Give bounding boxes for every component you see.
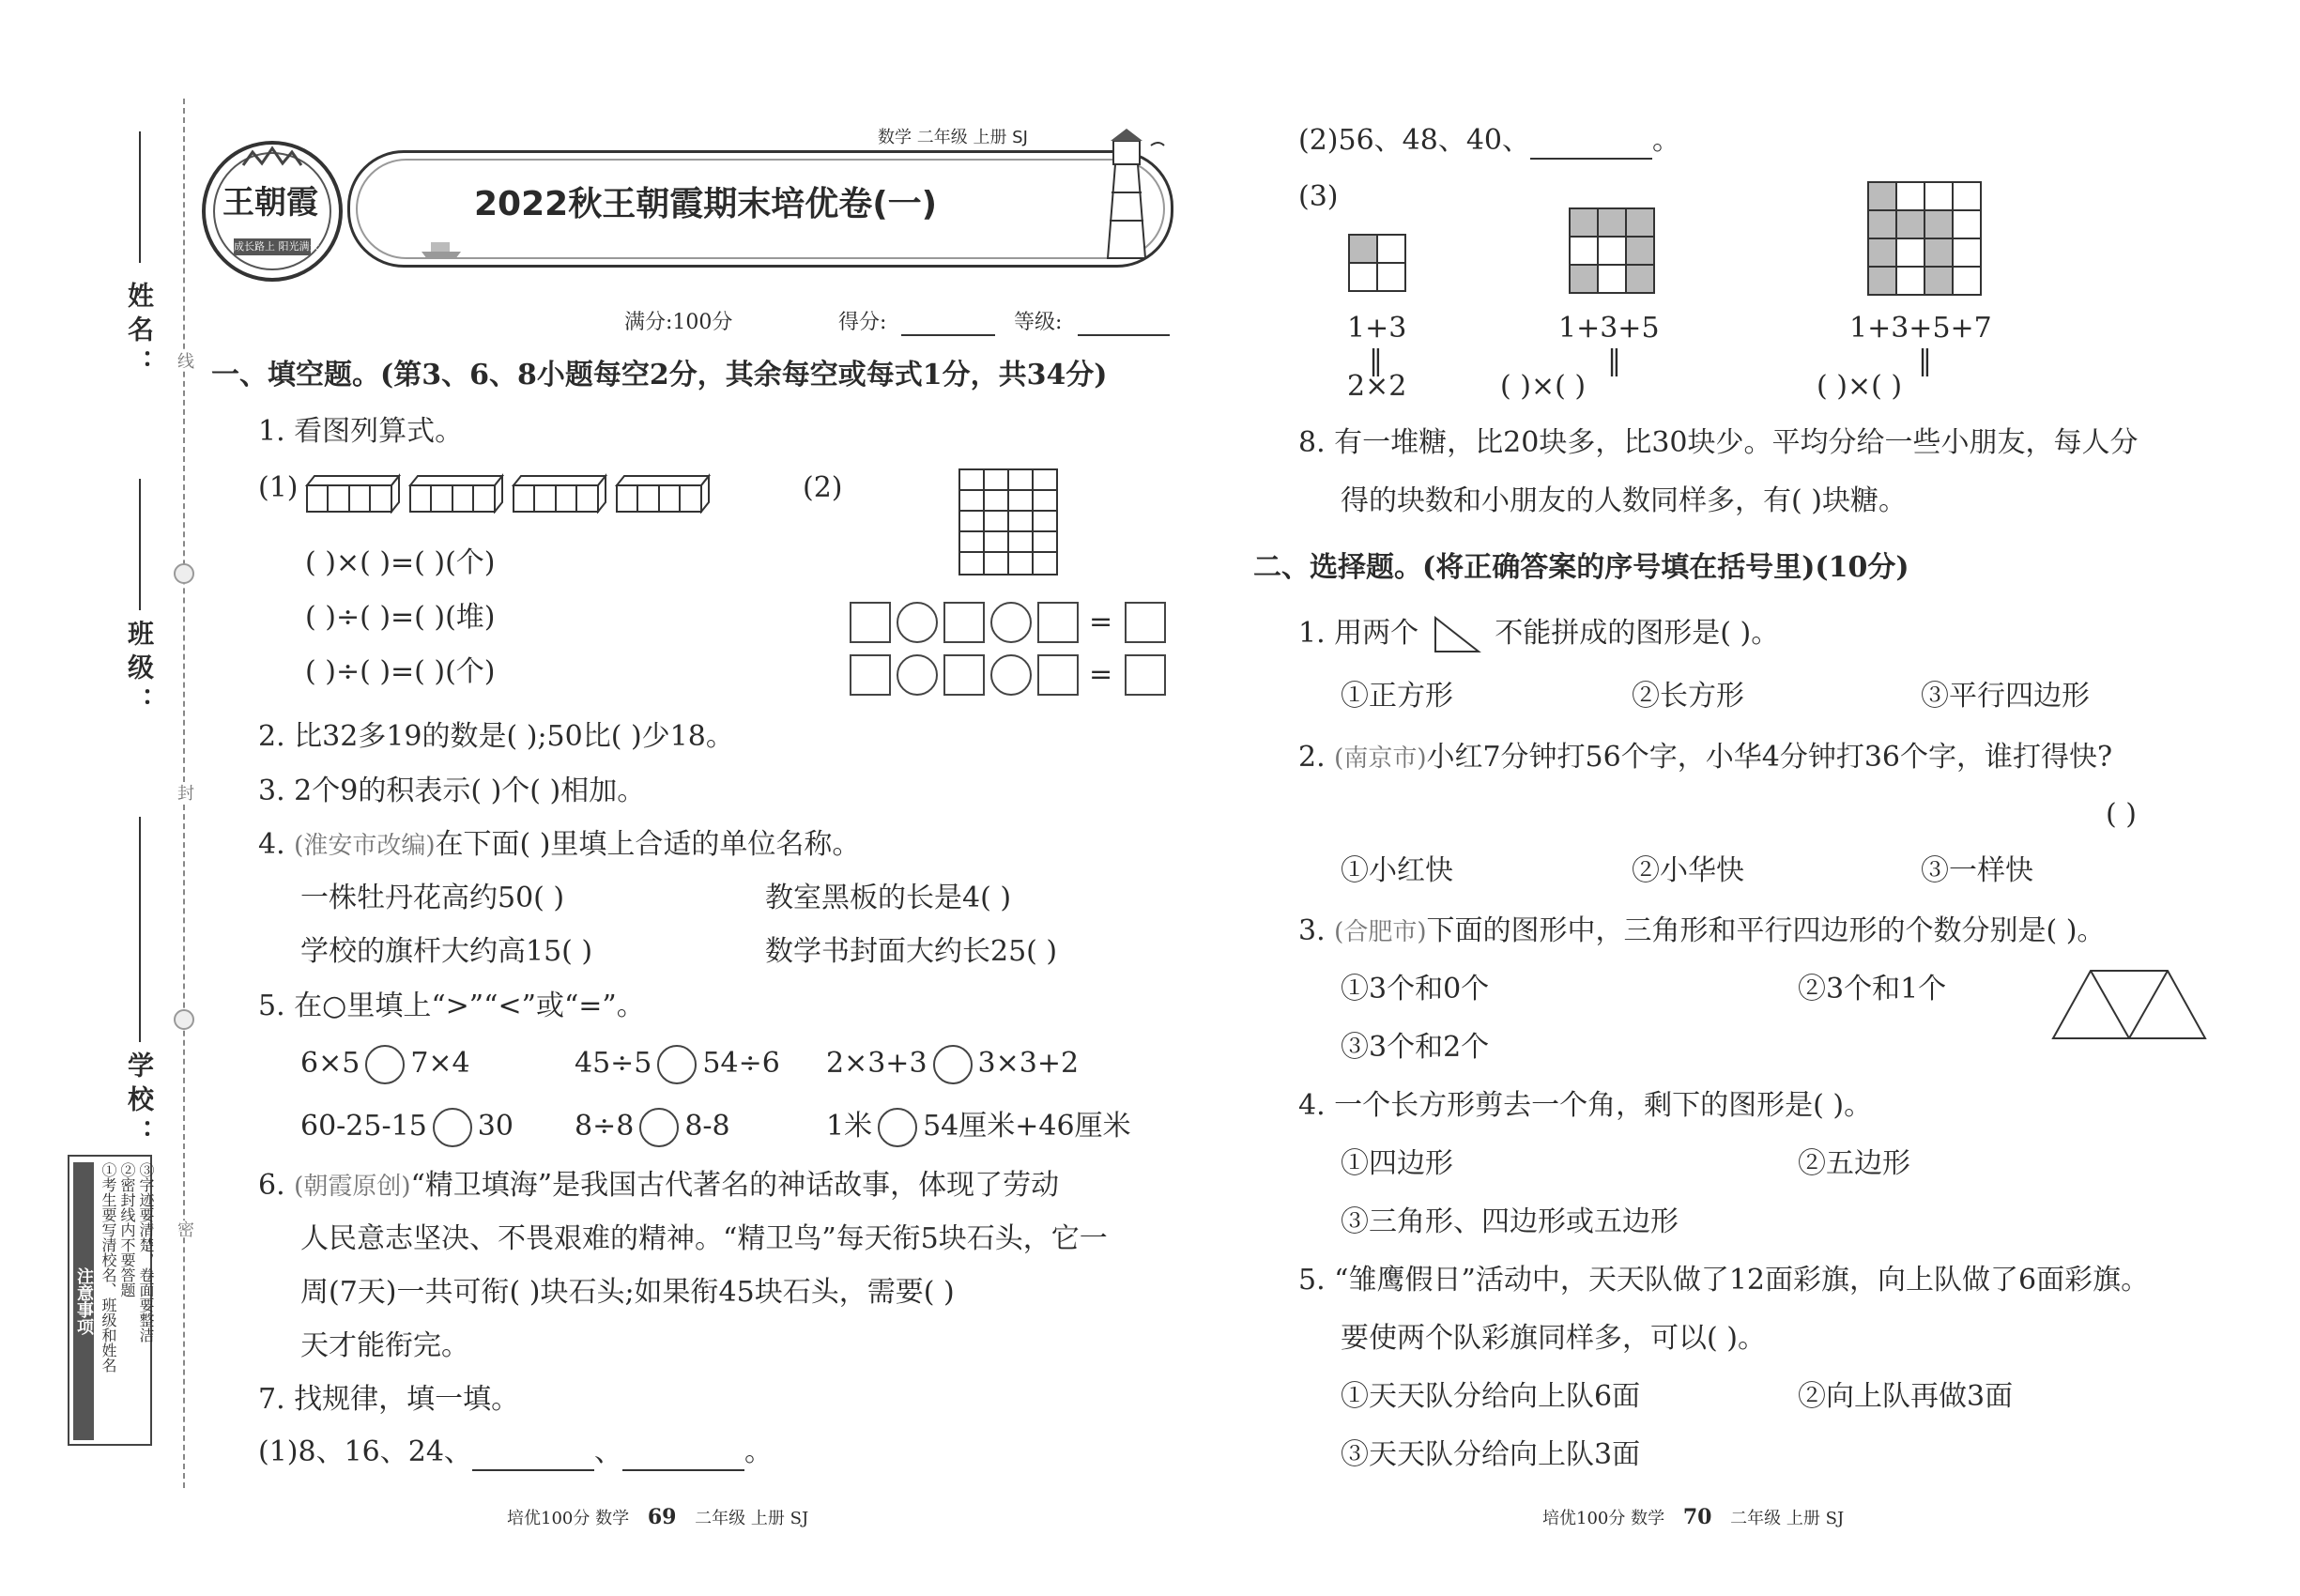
triangle-figure: [2051, 967, 2207, 1042]
q7-part-1: (1)8、16、24、 、 。: [258, 1434, 773, 1471]
operator-circle[interactable]: [990, 654, 1032, 696]
cube-stack-figure: [305, 472, 728, 514]
pattern-product-3: ( )×( ): [1817, 370, 1903, 403]
pattern-product-1: 2×2: [1347, 370, 1407, 403]
choice-5-line-1: 5. “雏鹰假日”活动中，天天队做了12面彩旗，向上队做了6面彩旗。: [1298, 1264, 2150, 1297]
lighthouse-icon: [1080, 127, 1169, 263]
equals-vertical: ‖: [1918, 345, 1932, 377]
notice-item: ③字迹要清楚，卷面要整洁: [137, 1162, 155, 1343]
answer-blank[interactable]: [1530, 130, 1652, 160]
notice-box: [68, 1155, 155, 1446]
question-6-line-3: 周(7天)一共可衔( )块石头;如果衔45块石头，需要( ): [300, 1276, 955, 1309]
answer-box[interactable]: [943, 602, 985, 643]
choice-5-line-2: 要使两个队彩旗同样多，可以( )。: [1341, 1322, 1766, 1355]
choice-3: 3. (合肥市)下面的图形中，三角形和平行四边形的个数分别是( )。: [1298, 914, 2106, 947]
choice-2: 2. (南京市)小红7分钟打56个字，小华4分钟打36个字，谁打得快?: [1298, 741, 2113, 774]
binding-hole: [174, 563, 194, 584]
choice-2-option-3[interactable]: ③一样快: [1921, 854, 2033, 887]
logo-text: 王朝霞: [222, 184, 318, 222]
answer-box[interactable]: [1125, 602, 1166, 643]
operator-circle[interactable]: [990, 602, 1032, 643]
source-tag: (淮安市改编): [294, 832, 436, 860]
choice-4-option-2[interactable]: ②五边形: [1798, 1147, 1910, 1180]
q1-equation-3: ( )÷( )=( )(个): [305, 655, 496, 688]
full-score: 满分:100分: [624, 311, 733, 334]
q1-equation-2: ( )÷( )=( )(堆): [305, 601, 496, 634]
page-number-left: 69: [647, 1505, 677, 1529]
question-6-line-2: 人民意志坚决、不畏艰难的精神。“精卫鸟”每天衔5块石头，它一: [300, 1222, 1108, 1255]
right-triangle-icon: [1432, 616, 1482, 653]
equals-vertical: ‖: [1607, 345, 1621, 377]
answer-blank[interactable]: [622, 1441, 744, 1471]
question-8-line-2: 得的块数和小朋友的人数同样多，有( )块糖。: [1341, 484, 1907, 517]
grade-label: 等级:: [1014, 311, 1063, 334]
class-label: 班级：: [124, 620, 155, 721]
choice-5-option-1[interactable]: ①天天队分给向上队6面: [1341, 1380, 1641, 1413]
question-3: 3. 2个9的积表示( )个( )相加。: [258, 775, 646, 807]
source-tag: (南京市): [1334, 744, 1427, 773]
class-line: [139, 479, 141, 610]
square-grid-3x3: [1568, 207, 1656, 295]
answer-box[interactable]: [850, 654, 891, 696]
answer-box[interactable]: [1037, 602, 1079, 643]
pattern-sum-2: 1+3+5: [1558, 312, 1660, 345]
q4-item-d: 数学书封面大约长25( ): [765, 935, 1058, 968]
choice-3-option-3[interactable]: ③3个和2个: [1341, 1031, 1490, 1064]
choice-5-option-3[interactable]: ③天天队分给向上队3面: [1341, 1438, 1641, 1471]
pattern-product-2: ( )×( ): [1500, 370, 1587, 403]
compare-circle[interactable]: [433, 1108, 472, 1147]
question-6-line-1: 6. (朝霞原创)“精卫填海”是我国古代著名的神话故事，体现了劳动: [258, 1169, 1060, 1202]
score-label: 得分:: [838, 311, 887, 334]
answer-blank[interactable]: [472, 1441, 594, 1471]
choice-5-option-2[interactable]: ②向上队再做3面: [1798, 1380, 2014, 1413]
q1-part1-label: (1): [258, 471, 299, 504]
q4-item-a: 一株牡丹花高约50( ): [300, 882, 565, 914]
name-line: [139, 131, 141, 263]
question-7: 7. 找规律，填一填。: [258, 1383, 520, 1416]
question-8-line-1: 8. 有一堆糖，比20块多，比30块少。平均分给一些小朋友，每人分: [1298, 426, 2139, 459]
square-grid-2x2: [1347, 233, 1407, 293]
choice-2-answer[interactable]: ( ): [2106, 798, 2137, 831]
q1-equation-1: ( )×( )=( )(个): [305, 546, 496, 579]
name-label: 姓名：: [124, 282, 155, 383]
answer-box[interactable]: [1037, 654, 1079, 696]
school-line: [139, 817, 141, 1042]
choice-3-option-2[interactable]: ②3个和1个: [1798, 973, 1947, 1005]
question-1-title: 1. 看图列算式。: [258, 415, 464, 448]
footer-left: 培优100分 数学 69 二年级 上册 SJ: [507, 1505, 809, 1529]
equals-sign: =: [1089, 658, 1113, 691]
operator-circle[interactable]: [897, 602, 938, 643]
cut-mark-feng: 封: [175, 784, 194, 801]
choice-1-option-1[interactable]: ①正方形: [1341, 680, 1453, 713]
compare-item: 6×5 7×4: [300, 1045, 470, 1084]
school-label: 学校：: [124, 1051, 155, 1153]
compare-circle[interactable]: [657, 1045, 697, 1084]
q4-item-c: 学校的旗杆大约高15( ): [300, 935, 593, 968]
logo-tagline: 成长路上 阳光满天: [234, 240, 320, 253]
choice-1: 1. 用两个 不能拼成的图形是( )。: [1298, 615, 1779, 653]
compare-item: 8÷8 8-8: [575, 1108, 730, 1147]
square-grid-4x4: [1866, 180, 1983, 297]
q7-part-2: (2)56、48、40、 。: [1298, 122, 1680, 160]
source-tag: (朝霞原创): [294, 1173, 411, 1201]
question-2: 2. 比32多19的数是( );50比( )少18。: [258, 720, 734, 753]
compare-circle[interactable]: [639, 1108, 679, 1147]
question-6-line-4: 天才能衔完。: [300, 1329, 469, 1362]
source-tag: (合肥市): [1334, 918, 1427, 946]
section-title-choice: 二、选择题。(将正确答案的序号填在括号里)(10分): [1253, 551, 1909, 584]
score-field[interactable]: [901, 312, 995, 336]
q1-part2-label: (2): [803, 471, 843, 504]
q7-part-3-label: (3): [1298, 180, 1339, 213]
notice-item: ①考生要写清校名、班级和姓名: [100, 1162, 117, 1373]
answer-box[interactable]: [850, 602, 891, 643]
cut-mark-mi: 密: [175, 1220, 194, 1237]
equals-vertical: ‖: [1369, 345, 1383, 377]
choice-2-option-2[interactable]: ②小华快: [1632, 854, 1744, 887]
cut-mark-xian: 线: [175, 352, 194, 369]
answer-box[interactable]: [1125, 654, 1166, 696]
binding-hole: [174, 1009, 194, 1030]
choice-1-option-2[interactable]: ②长方形: [1632, 680, 1744, 713]
page-title: 2022秋王朝霞期末培优卷(一): [474, 185, 938, 223]
choice-1-option-3[interactable]: ③平行四边形: [1921, 680, 2090, 713]
answer-box[interactable]: [943, 654, 985, 696]
compare-item: 60-25-15 30: [300, 1108, 514, 1147]
notice-item: ②密封线内不要答题: [118, 1162, 136, 1297]
choice-4-option-1[interactable]: ①四边形: [1341, 1147, 1453, 1180]
choice-4: 4. 一个长方形剪去一个角，剩下的图形是( )。: [1298, 1089, 1873, 1122]
compare-item: 45÷5 54÷6: [575, 1045, 780, 1084]
equals-sign: =: [1089, 606, 1113, 638]
section-title-fill-blank: 一、填空题。(第3、6、8小题每空2分，其余每空或每式1分，共34分): [211, 359, 1108, 391]
operator-circle[interactable]: [897, 654, 938, 696]
brand-logo: [202, 141, 343, 282]
notice-title: 注意事项: [73, 1162, 94, 1440]
header-meta: 数学 二年级 上册 SJ: [878, 128, 1028, 147]
choice-3-option-1[interactable]: ①3个和0个: [1341, 973, 1490, 1005]
boat-icon: [418, 235, 465, 261]
q4-item-b: 教室黑板的长是4( ): [765, 882, 1012, 914]
page-number-right: 70: [1682, 1505, 1712, 1529]
grade-field[interactable]: [1078, 312, 1170, 336]
pattern-sum-3: 1+3+5+7: [1849, 312, 1992, 345]
question-5: 5. 在○里填上“>”“<”或“=”。: [258, 990, 645, 1022]
pattern-sum-1: 1+3: [1347, 312, 1407, 345]
choice-4-option-3[interactable]: ③三角形、四边形或五边形: [1341, 1205, 1679, 1238]
compare-circle[interactable]: [933, 1045, 973, 1084]
compare-circle[interactable]: [878, 1108, 917, 1147]
compare-item: 2×3+3 3×3+2: [826, 1045, 1079, 1084]
compare-item: 1米 54厘米+46厘米: [826, 1108, 1131, 1147]
question-4: 4. (淮安市改编)在下面( )里填上合适的单位名称。: [258, 828, 861, 861]
dot-grid-figure: [958, 468, 1061, 578]
compare-circle[interactable]: [365, 1045, 405, 1084]
choice-2-option-1[interactable]: ①小红快: [1341, 854, 1453, 887]
footer-right: 培优100分 数学 70 二年级 上册 SJ: [1542, 1505, 1845, 1529]
